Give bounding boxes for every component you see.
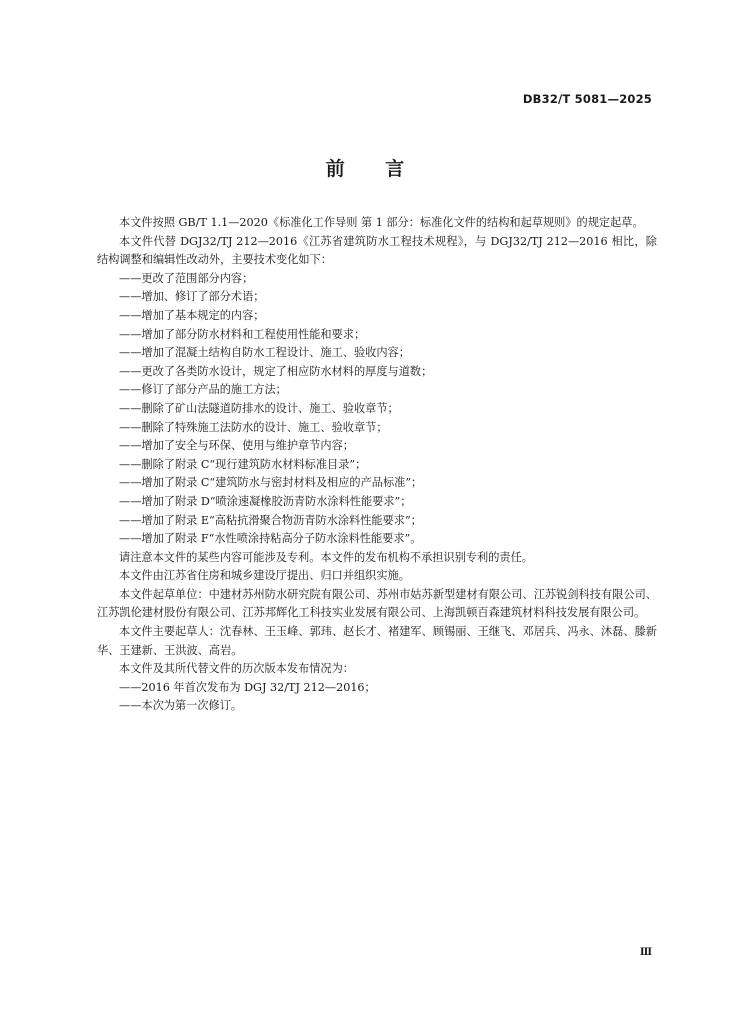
change-item: ——删除了附录 C“现行建筑防水材料标准目录”； [119,457,367,471]
paragraph-proposer: 本文件由江苏省住房和城乡建设厅提出、归口并组织实施。 [119,569,410,583]
standard-code: DB32/T 5081—2025 [522,92,652,106]
document-body [97,214,657,716]
change-item: ——增加了附录 E“高粘抗滑聚合物沥青防水涂料性能要求”； [119,513,422,527]
change-item: ——更改了范围部分内容； [119,271,254,285]
change-item: ——增加了安全与环保、使用与维护章节内容； [119,439,354,453]
paragraph-patent-notice: 请注意本文件的某些内容可能涉及专利。本文件的发布机构不承担识别专利的责任。 [119,550,533,564]
change-item: ——删除了矿山法隧道防排水的设计、施工、验收章节； [119,401,399,415]
change-item: ——增加了附录 D“喷涂速凝橡胶沥青防水涂料性能要求”； [119,494,412,508]
history-item: ——2016 年首次发布为 DGJ 32/TJ 212—2016； [119,680,376,694]
change-item: ——增加了附录 C“建筑防水与密封材料及相应的产品标准”； [119,476,423,490]
change-item: ——增加了混凝土结构自防水工程设计、施工、验收内容； [119,346,410,360]
change-item: ——增加了部分防水材料和工程使用性能和要求； [119,327,366,341]
change-item: ——增加了基本规定的内容； [119,308,265,322]
change-item: ——删除了特殊施工法防水的设计、施工、验收章节； [119,420,388,434]
change-item: ——更改了各类防水设计，规定了相应防水材料的厚度与道数； [119,364,433,378]
paragraph-drafting-rules: 本文件按照 GB/T 1.1—2020《标准化工作导则 第 1 部分：标准化文件的结构和起草规则》的规定起草。 [119,216,644,229]
paragraph-drafters: 本文件主要起草人：沈春林、王玉峰、郭玮、赵长才、褚建军、顾锡丽、王继飞、邓居兵、冯永、沐磊、滕新华、王建新、王洪波、高岩。 [97,625,657,657]
change-item: ——增加、修订了部分术语； [119,290,265,304]
history-item: ——本次为第一次修订。 [119,699,243,713]
paragraph-history-intro: 本文件及其所代替文件的历次版本发布情况为： [119,662,354,676]
page-title: 前 言 [325,158,405,180]
paragraph-drafting-units: 本文件起草单位：中建材苏州防水研究院有限公司、苏州市姑苏新型建材有限公司、江苏锐剑科技有限公司、江苏凯伦建材股份有限公司、江苏邦辉化工科技实业发展有限公司、上海凯顿百森建筑材料科技发展有限公司。 [97,587,657,620]
change-item: ——修订了部分产品的施工方法； [119,383,287,397]
page-number: Ⅲ [639,947,652,958]
paragraph-replacement: 本文件代替 DGJ32/TJ 212—2016《江苏省建筑防水工程技术规程》，与 DGJ32/TJ 212—2016 相比，除结构调整和编辑性改动外，主要技术变化如下： [97,234,657,267]
change-item: ——增加了附录 F“水性喷涂持粘高分子防水涂料性能要求”。 [119,532,422,546]
